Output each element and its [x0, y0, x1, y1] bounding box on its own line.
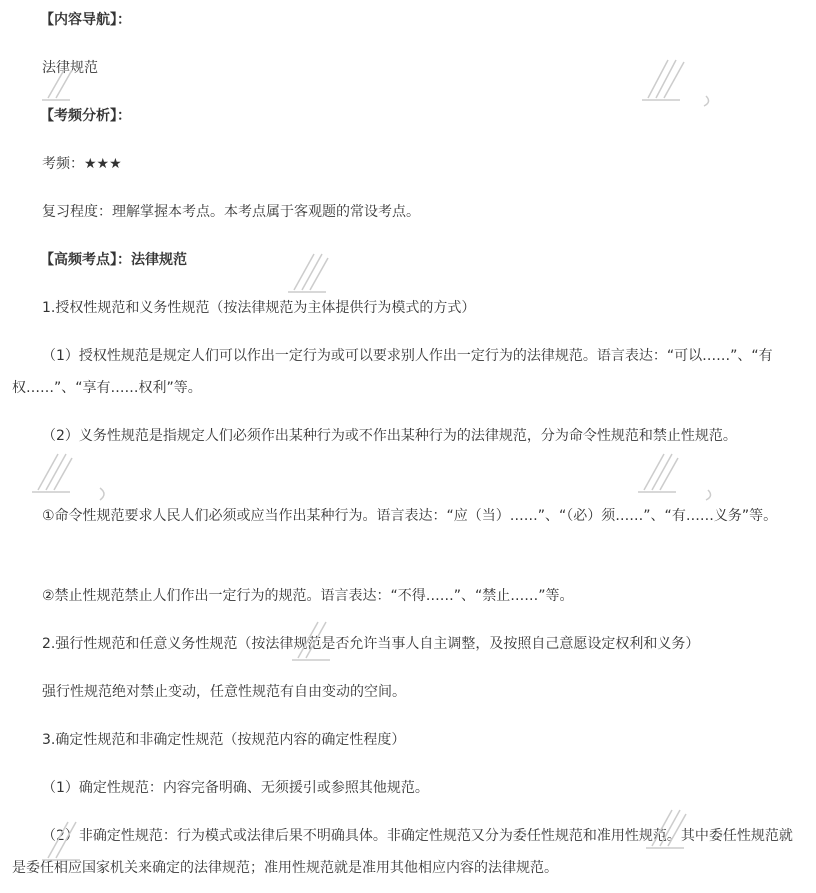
section1-title: 1.授权性规范和义务性规范（按法律规范为主体提供行为模式的方式） [42, 300, 476, 316]
watermark-mark [30, 444, 110, 504]
section3-paragraph1: （1）确定性规范：内容完备明确、无须援引或参照其他规范。 [42, 780, 429, 796]
section3-title: 3.确定性规范和非确定性规范（按规范内容的确定性程度） [42, 732, 406, 748]
analysis-frequency: 考频：★★★ [42, 156, 122, 172]
nav-content: 法律规范 [42, 60, 98, 76]
analysis-heading: 【考频分析】： [40, 108, 131, 124]
section1-paragraph2: （2）义务性规范是指规定人们必须作出某种行为或不作出某种行为的法律规范，分为命令性规范和禁止性规范。 [42, 428, 737, 444]
nav-heading: 【内容导航】： [40, 12, 131, 28]
section1-paragraph3: ①命令性规范要求人民人们必须或应当作出某种行为。语言表达：“应（当）……”、“（必）须……”、“有……义务”等。 [42, 508, 778, 524]
section3-paragraph2: （2）非确定性规范：行为模式或法律后果不明确具体。非确定性规范又分为委任性规范和准用性规范。其中委任性规范就是委任相应国家机关来确定的法律规范；准用性规范就是准用其他相应内容的法律规范。 [12, 828, 793, 876]
section2-paragraph1: 强行性规范绝对禁止变动，任意性规范有自由变动的空间。 [42, 684, 406, 700]
section1-paragraph1: （1）授权性规范是规定人们可以作出一定行为或可以要求别人作出一定行为的法律规范。语言表达：“可以……”、“有权……”、“享有……权利”等。 [12, 348, 773, 396]
section2-title: 2.强行性规范和任意义务性规范（按法律规范是否允许当事人自主调整，及按照自己意愿设定权利和义务） [42, 636, 700, 652]
analysis-review: 复习程度：理解掌握本考点。本考点属于客观题的常设考点。 [42, 204, 420, 220]
watermark-mark [636, 444, 716, 504]
section1-paragraph4: ②禁止性规范禁止人们作出一定行为的规范。语言表达：“不得……”、“禁止……”等。 [42, 588, 574, 604]
key-point-heading: 【高频考点】：法律规范 [40, 252, 187, 268]
